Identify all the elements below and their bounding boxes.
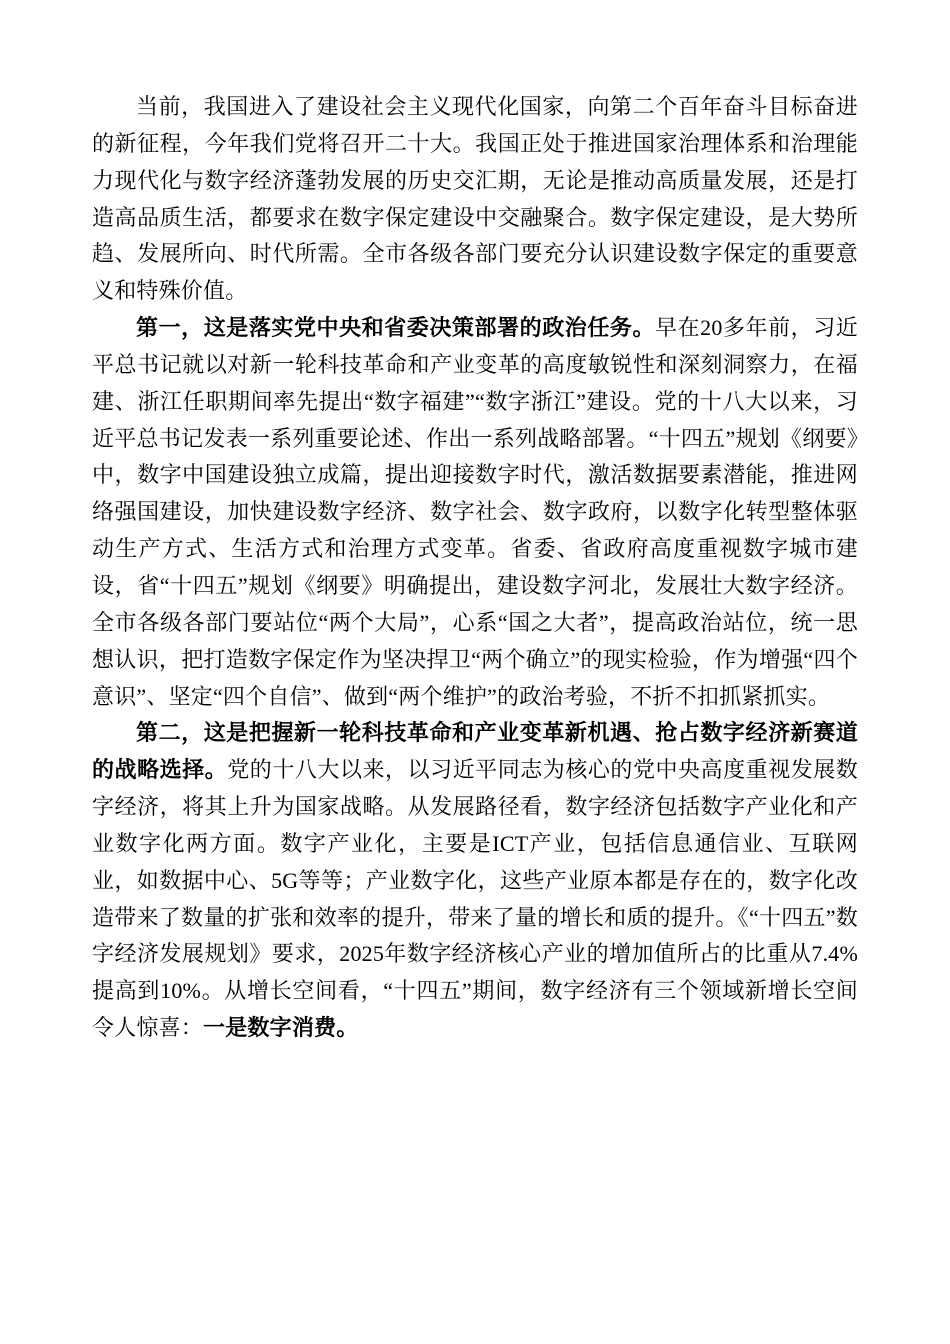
paragraph-intro-text: 当前，我国进入了建设社会主义现代化国家，向第二个百年奋斗目标奋进的新征程，今年我们党将召开二十大。我国正处于推进国家治理体系和治理能力现代化与数字经济蓬勃发展的历史交汇期，无论是推动高质量发展，还是打造高品质生活，都要求在数字保定建设中交融聚合。数字保定建设，是大势所趋、发展所向、时代所需。全市各级各部门要充分认识建设数字保定的重要意义和特殊价值。 bbox=[92, 94, 858, 304]
paragraph-second-point-emphasis: 一是数字消费。 bbox=[203, 1015, 359, 1041]
paragraph-second-point bbox=[92, 715, 858, 1047]
text-block bbox=[92, 89, 858, 1047]
paragraph-second-point-heading: 第二，这是把握新一轮科技革命和产业变革新机遇、抢占数字经济新赛道的战略选择。 bbox=[92, 720, 858, 783]
paragraph-first-point bbox=[92, 310, 858, 715]
paragraph-first-point-heading: 第一，这是落实党中央和省委决策部署的政治任务。 bbox=[136, 315, 656, 341]
paragraph-second-point-body: 党的十八大以来，以习近平同志为核心的党中央高度重视发展数字经济，将其上升为国家战略。从发展路径看，数字经济包括数字产业化和产业数字化两方面。数字产业化，主要是ICT产业，包括信息通信业、互联网业，如数据中心、5G等等；产业数字化，这些产业原本都是存在的，数字化改造带来了数量的扩张和效率的提升，带来了量的增长和质的提升。《“十四五”数字经济发展规划》要求，2025年数字经济核心产业的增加值所占的比重从7.4%提高到10%。从增长空间看，“十四五”期间，数字经济有三个领域新增长空间令人惊喜： bbox=[92, 757, 859, 1041]
paragraph-first-point-body: 早在20多年前，习近平总书记就以对新一轮科技革命和产业变革的高度敏锐性和深刻洞察力，在福建、浙江任职期间率先提出“数字福建”“数字浙江”建设。党的十八大以来，习近平总书记发表一系列重要论述、作出一系列战略部署。“十四五”规划《纲要》中，数字中国建设独立成篇，提出迎接数字时代，激活数据要素潜能，推进网络强国建设，加快建设数字经济、数字社会、数字政府，以数字化转型整体驱动生产方式、生活方式和治理方式变革。省委、省政府高度重视数字城市建设，省“十四五”规划《纲要》明确提出，建设数字河北，发展壮大数字经济。全市各级各部门要站位“两个大局”，心系“国之大者”，提高政治站位，统一思想认识，把打造数字保定作为坚决捍卫“两个确立”的现实检验，作为增强“四个意识”、坚定“四个自信”、做到“两个维护”的政治考验，不折不扣抓紧抓实。 bbox=[92, 315, 858, 709]
paragraph-intro bbox=[92, 89, 858, 310]
